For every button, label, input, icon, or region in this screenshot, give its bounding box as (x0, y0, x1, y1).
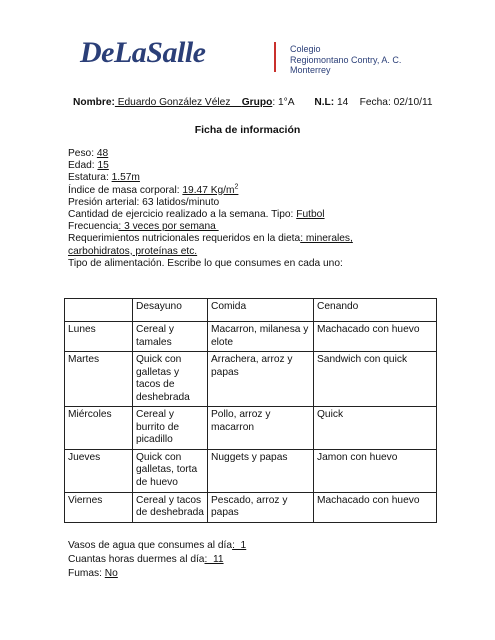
table-row (65, 407, 437, 450)
imc-value: 19.47 $Kg/m^2$ (182, 183, 239, 196)
day-cell: Martes (65, 352, 133, 407)
table-row (65, 322, 437, 352)
ejercicio-value: Futbol (296, 209, 325, 221)
student-header (73, 97, 433, 108)
date-text: Fecha: 02/10/11 (359, 97, 433, 108)
table-cell: Sandwich con quick (314, 352, 437, 407)
logo-divider (274, 42, 276, 72)
edad-value: 15 (97, 160, 109, 172)
school-name-line-1: Colegio (290, 44, 321, 54)
table-cell: Jamon con huevo (314, 449, 437, 492)
table-cell: Quick (314, 407, 437, 450)
diet-table (64, 298, 437, 523)
table-row (65, 492, 437, 522)
day-cell: Jueves (65, 449, 133, 492)
info-fields (68, 148, 413, 270)
footer-fields (68, 539, 246, 581)
table-cell: Arrachera, arroz y papas (208, 352, 314, 407)
estatura-value: 1.57m (111, 172, 140, 184)
table-row (65, 449, 437, 492)
name-label: Nombre: (73, 97, 115, 108)
table-cell: Machacado con huevo (314, 322, 437, 352)
peso-value: 48 (96, 148, 109, 159)
document-title: Ficha de información (194, 124, 301, 136)
table-cell: Cereal y tamales (133, 322, 208, 352)
school-name (290, 44, 401, 76)
field-requerimientos: Requerimientos nutricionales requeridos en la dieta: minerales, carbohidratos, proteínas etc. (68, 233, 353, 257)
field-imc: Índice de masa corporal: 19.47 $Kg/m^2$ (68, 183, 239, 196)
requerimientos-value: : minerales, carbohidratos, proteínas etc. (68, 233, 353, 257)
nl-value: 14 (334, 97, 349, 108)
field-tipo-alimentacion: Tipo de alimentación. Escribe lo que consumes en cada uno: (68, 257, 343, 269)
school-logo-wordmark: DeLaSalle (80, 36, 206, 69)
group-label: Grupo (241, 97, 273, 108)
group-value: : 1°A (272, 97, 295, 108)
nl-label: N.L: (314, 97, 335, 108)
table-cell: Pescado, arroz y papas (208, 492, 314, 522)
school-name-line-3: Monterrey (290, 65, 331, 75)
field-horas: Cuantas horas duermes al día: 11 (68, 554, 224, 565)
header-cell-empty (65, 299, 133, 322)
table-row (65, 352, 437, 407)
table-cell: Macarron, milanesa y elote (208, 322, 314, 352)
table-cell: Quick con galletas y tacos de deshebrada (133, 352, 208, 407)
day-cell: Viernes (65, 492, 133, 522)
fumas-value: No (104, 568, 118, 579)
field-fumas: Fumas: No (68, 568, 118, 579)
field-edad: Edad: 15 (68, 160, 109, 172)
table-cell: Nuggets y papas (208, 449, 314, 492)
field-presion: Presión arterial: 63 latidos/minuto (68, 196, 220, 208)
field-estatura: Estatura: 1.57m (68, 172, 140, 184)
table-cell: Cereal y tacos de deshebrada (133, 492, 208, 522)
table-cell: Pollo, arroz y macarron (208, 407, 314, 450)
field-ejercicio: Cantidad de ejercicio realizado a la semana. Tipo: Futbol (68, 209, 325, 221)
field-agua: Vasos de agua que consumes al día: 1 (68, 540, 247, 551)
table-header-row (65, 299, 437, 322)
day-cell: Lunes (65, 322, 133, 352)
name-value: Eduardo González Vélez (114, 97, 242, 108)
field-peso: Peso: 48 (68, 148, 109, 159)
table-cell: Cereal y burrito de picadillo (133, 407, 208, 450)
table-cell: Quick con galletas, torta de huevo (133, 449, 208, 492)
day-cell: Miércoles (65, 407, 133, 450)
field-frecuencia: Frecuencia: 3 veces por semana (68, 221, 219, 233)
header-cell-desayuno: Desayuno (133, 299, 208, 322)
table-cell: Machacado con huevo (314, 492, 437, 522)
agua-value: : 1 (232, 540, 247, 551)
header-cell-cenando: Cenando (314, 299, 437, 322)
frecuencia-value: : 3 veces por semana (118, 221, 219, 233)
school-name-line-2: Regiomontano Contry, A. C. (290, 54, 402, 65)
horas-value: : 11 (204, 554, 224, 565)
header-cell-comida: Comida (208, 299, 314, 322)
